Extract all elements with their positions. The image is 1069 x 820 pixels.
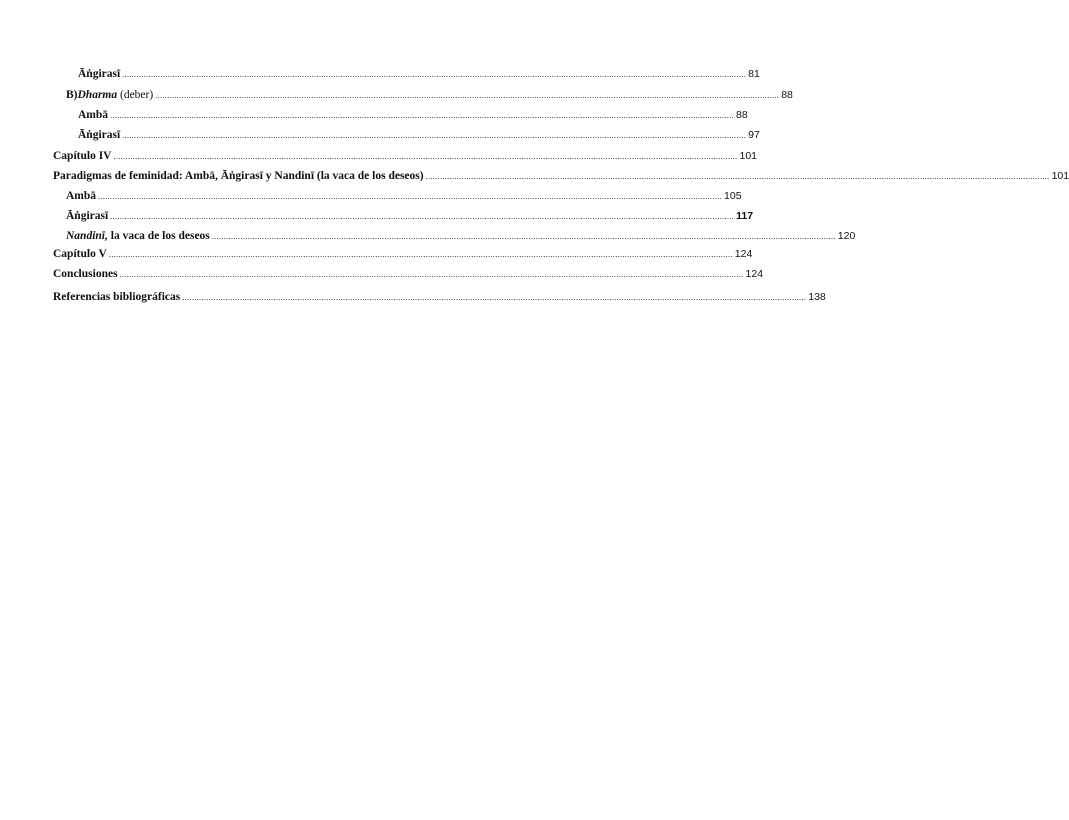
leader-dots: .................................................................................................................................................................................................................................................................... bbox=[113, 152, 738, 161]
toc-page-number: 101 bbox=[739, 150, 758, 162]
toc-entry-label bbox=[78, 87, 154, 103]
toc-page-number: 124 bbox=[734, 248, 753, 260]
toc-entry-label: Āṅgirasī bbox=[66, 210, 109, 222]
toc-entry bbox=[66, 228, 856, 244]
toc-entry bbox=[78, 66, 760, 82]
leader-dots: .................................................................................................................................................................................................................................................................... bbox=[425, 172, 1050, 181]
toc-page-number: 97 bbox=[748, 129, 760, 141]
toc-entry-label: Paradigmas de feminidad: Ambā, Āṅgirasī y Nandinī (la vaca de los deseos) bbox=[53, 170, 424, 182]
leader-dots: .................................................................................................................................................................................................................................................................... bbox=[110, 111, 735, 120]
toc-entry-label-italic: Nandinī, bbox=[66, 230, 108, 242]
toc-page-number: 101 bbox=[1051, 170, 1069, 182]
leader-dots: .................................................................................................................................................................................................................................................................... bbox=[122, 131, 747, 140]
toc-entry-label: Ambā bbox=[66, 190, 97, 202]
toc-entry-label-rest: (deber) bbox=[117, 89, 154, 101]
toc-entry bbox=[53, 246, 753, 262]
toc-entry-label-rest: la vaca de los deseos bbox=[107, 230, 210, 242]
toc-entry-marker: B) bbox=[66, 89, 78, 101]
leader-dots: .................................................................................................................................................................................................................................................................... bbox=[119, 270, 744, 279]
toc-page-number: 105 bbox=[724, 190, 742, 202]
toc-page-number: 117 bbox=[736, 210, 754, 222]
leader-dots: .................................................................................................................................................................................................................................................................... bbox=[182, 293, 807, 302]
toc-entry-label: Ambā bbox=[78, 109, 109, 121]
toc-entry-label bbox=[66, 228, 210, 244]
toc-entry bbox=[78, 107, 748, 123]
toc-entry-label: Referencias bibliográficas bbox=[53, 291, 181, 303]
toc-page-number: 88 bbox=[736, 109, 748, 121]
leader-dots: .................................................................................................................................................................................................................................................................... bbox=[98, 192, 723, 201]
toc-page-number: 120 bbox=[837, 230, 856, 242]
leader-dots: .................................................................................................................................................................................................................................................................... bbox=[155, 91, 780, 100]
toc-entry bbox=[53, 266, 764, 282]
toc-entry-label-italic: Dharma bbox=[77, 89, 118, 101]
toc-entry-label: Capítulo IV bbox=[53, 150, 112, 162]
leader-dots: .................................................................................................................................................................................................................................................................... bbox=[108, 250, 733, 259]
toc-entry bbox=[53, 168, 1069, 184]
toc-page-number: 124 bbox=[745, 268, 764, 280]
toc-entry-label: Capítulo V bbox=[53, 248, 107, 260]
toc-entry bbox=[66, 208, 754, 224]
leader-dots: .................................................................................................................................................................................................................................................................... bbox=[211, 232, 836, 241]
toc-entry-label: Conclusiones bbox=[53, 268, 118, 280]
toc-page-number: 138 bbox=[808, 291, 826, 303]
leader-dots: .................................................................................................................................................................................................................................................................... bbox=[110, 212, 735, 221]
toc-entry-label: Āṅgirasī bbox=[78, 129, 121, 141]
toc-entry bbox=[66, 188, 742, 204]
toc-entry bbox=[78, 127, 760, 143]
toc-page-number: 81 bbox=[748, 68, 760, 80]
toc-entry-label: Āṅgirasī bbox=[78, 68, 121, 80]
leader-dots: .................................................................................................................................................................................................................................................................... bbox=[122, 70, 747, 79]
toc-entry bbox=[53, 289, 826, 305]
toc-entry bbox=[53, 148, 758, 164]
toc-page-number: 88 bbox=[781, 89, 793, 101]
toc-entry bbox=[66, 87, 793, 103]
